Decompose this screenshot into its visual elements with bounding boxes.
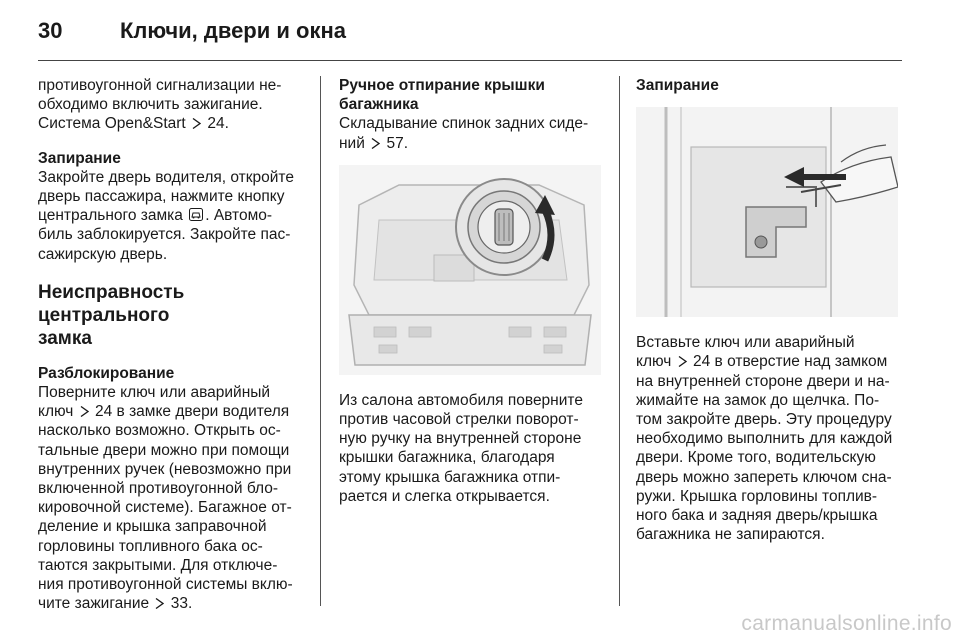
column-1 — [38, 76, 306, 613]
text-line: крышки багажника, благодаря — [339, 449, 555, 467]
header-rule — [38, 60, 902, 61]
text-line: Из салона автомобиля поверните — [339, 391, 583, 409]
text-line: обходимо включить зажигание. — [38, 96, 263, 114]
text-line: включенной противоугонной бло- — [38, 480, 279, 498]
door-lock-illustration — [636, 107, 898, 317]
locking-heading: Запирание — [38, 149, 121, 167]
text-line: ную ручку на внутренней стороне — [339, 430, 582, 448]
page-ref-text: 24 в замке двери водителя — [94, 403, 290, 421]
watermark: carmanualsonline.info — [741, 612, 952, 635]
fault-heading: Неисправность центрального замка — [38, 281, 185, 349]
text-line: таются закрытыми. Для отключе- — [38, 556, 278, 574]
text-line: дверь можно запереть ключом сна- — [636, 468, 892, 486]
text-line: ний 57. — [339, 134, 409, 152]
text-line: багажника не запираются. — [636, 526, 825, 544]
text-line: насколько возможно. Открыть ос- — [38, 422, 281, 440]
unlock-heading: Разблокирование — [38, 364, 175, 382]
page-ref-icon — [192, 118, 201, 129]
text-line: том закройте дверь. Эту процедуру — [636, 411, 892, 429]
text-line: двери. Кроме того, водительскую — [636, 449, 876, 467]
text-line: ния противоугонной системы вклю- — [38, 576, 293, 594]
text-line: ного бака и задняя дверь/крышка — [636, 507, 878, 525]
text-line: ключ 24 в отверстие над замком — [636, 353, 888, 371]
page-ref-icon — [80, 406, 89, 417]
text-line: Закройте дверь водителя, откройте — [38, 168, 294, 186]
text-line: Вставьте ключ или аварийный — [636, 334, 855, 352]
text-line: противоугонной сигнализации не- — [38, 77, 282, 94]
text-line: тальные двери можно при помощи — [38, 441, 290, 459]
text-line: Система Open&Start 24. — [38, 115, 229, 133]
text-line: сажирскую дверь. — [38, 245, 168, 263]
central-lock-icon — [189, 208, 203, 221]
text-line: на внутренней стороне двери и на- — [636, 372, 890, 390]
text-line: этому крышка багажника отпи- — [339, 468, 561, 486]
page-ref-link[interactable]: 24. — [207, 115, 229, 133]
text-line: ружи. Крышка горловины топлив- — [636, 487, 878, 505]
text-line: деление и крышка заправочной — [38, 518, 267, 536]
text-line: против часовой стрелки поворот- — [339, 411, 579, 429]
column-divider-1 — [320, 76, 321, 606]
column-2 — [339, 76, 605, 506]
page-ref-link[interactable]: 57. — [386, 134, 409, 152]
page-ref-icon — [678, 356, 687, 367]
text-line: центрального замка . Автомо- — [38, 207, 273, 225]
page-number: 30 — [38, 18, 63, 43]
page-ref-link[interactable]: 33. — [170, 595, 193, 613]
text-line: ключ 24 в замке двери водителя — [38, 403, 290, 421]
page-header — [38, 18, 346, 50]
column-divider-2 — [619, 76, 620, 606]
text-line: Складывание спинок задних сиде- — [339, 115, 589, 133]
text-line: внутренних ручек (невозможно при — [38, 460, 292, 478]
text-line: Поверните ключ или аварийный — [38, 384, 271, 402]
page-ref-icon — [371, 138, 380, 149]
text-line: дверь пассажира, нажмите кнопку — [38, 188, 285, 206]
text-line: рается и слегка открывается. — [339, 487, 550, 505]
door-locking-heading: Запирание — [636, 77, 719, 94]
text-line: чите зажигание 33. — [38, 595, 193, 613]
text-line: кировочной системе). Багажное от- — [38, 499, 292, 517]
page-ref-text: 24 в отверстие над замком — [692, 353, 888, 371]
page-title: Ключи, двери и окна — [120, 18, 346, 43]
text-line: жимайте на замок до щелчка. По- — [636, 391, 880, 409]
page-ref-icon — [155, 598, 164, 609]
text-line: горловины топливного бака ос- — [38, 537, 263, 555]
text-line: необходимо выполнить для каждой — [636, 430, 893, 448]
trunk-release-illustration — [339, 165, 601, 375]
text-line: биль заблокируется. Закройте пас- — [38, 226, 291, 244]
trunk-release-heading: Ручное отпирание крышки багажника — [339, 77, 545, 114]
column-3 — [636, 76, 904, 544]
